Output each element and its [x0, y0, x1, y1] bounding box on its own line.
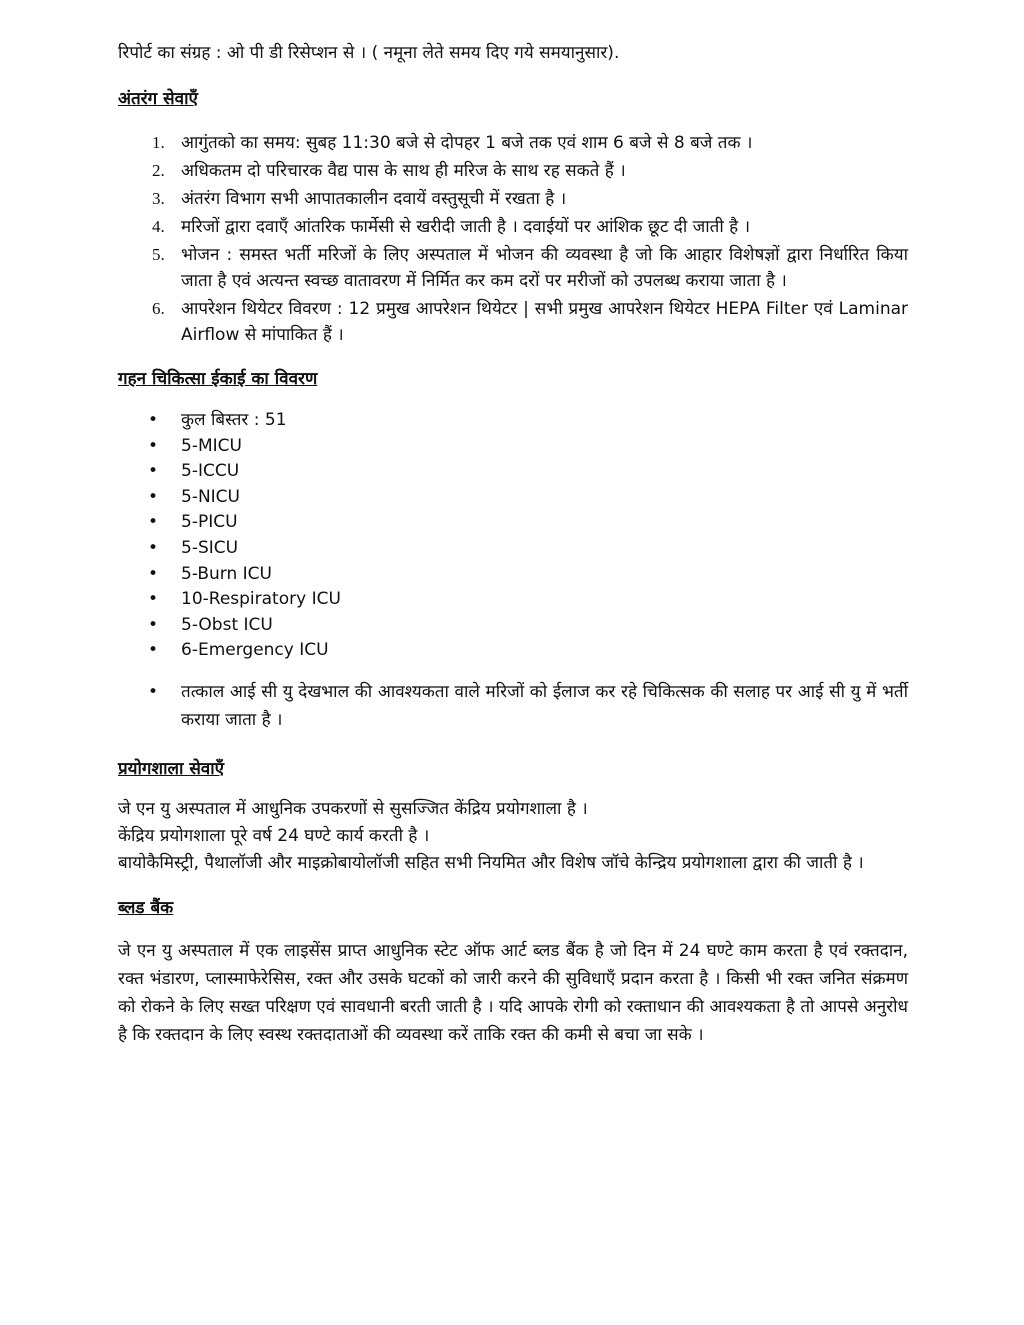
- item-number: 2.: [152, 161, 165, 180]
- list-item: [118, 562, 908, 588]
- bullet-icon: •: [148, 589, 159, 610]
- list-item: [118, 434, 908, 460]
- item-number: 3.: [152, 189, 165, 208]
- item-text: 6-Emergency ICU: [181, 640, 329, 661]
- lab-line: बायोकैमिस्ट्री, पैथालॉजी और माइक्रोबायोलॉजी सहित सभी नियमित और विशेष जॉचे केन्द्रिय प्रयोगशाला द्वारा की जाती है ।: [118, 852, 864, 873]
- list-item: [118, 510, 908, 536]
- list-item: [118, 408, 908, 434]
- list-item: [118, 678, 908, 734]
- bullet-icon: •: [148, 640, 159, 661]
- item-text: आपरेशन थियेटर विवरण : 12 प्रमुख आपरेशन थियेटर | सभी प्रमुख आपरेशन थियेटर HEPA Filter एवं Laminar Airflow से मांपाकित हैं ।: [181, 299, 908, 345]
- indoor-services-list: [118, 130, 908, 348]
- item-text: अधिकतम दो परिचारक वैद्य पास के साथ ही मरिज के साथ रह सकते हैं ।: [181, 161, 626, 181]
- blood-bank-heading: ब्लड बैंक: [118, 897, 174, 918]
- bullet-icon: •: [148, 563, 159, 584]
- list-item: [118, 459, 908, 485]
- icu-bed-list: [118, 408, 908, 664]
- list-item: [118, 242, 908, 294]
- item-text: भोजन : समस्त भर्ती मरिजों के लिए अस्पताल में भोजन की व्यवस्था है जो कि आहार विशेषज्ञों द्वारा निर्धारित किया जाता है एवं अत्यन्त स्वच्छ वातावरण में निर्मित कर कम दरों पर मरीजों को उपलब्ध कराया जाता है ।: [181, 245, 908, 291]
- list-item: [118, 638, 908, 664]
- item-text: मरिजों द्वारा दवाएँ आंतरिक फार्मेसी से खरीदी जाती है । दवाईयों पर आंशिक छूट दी जाती है ।: [181, 217, 751, 237]
- lab-line: केंद्रिय प्रयोगशाला पूरे वर्ष 24 घण्टे कार्य करती है ।: [118, 825, 430, 846]
- lab-services-body: [118, 796, 908, 877]
- item-text: 5-NICU: [181, 486, 240, 507]
- item-number: 6.: [152, 299, 165, 318]
- item-text: 10-Respiratory ICU: [181, 589, 341, 610]
- item-text: कुल बिस्तर : 51: [181, 410, 287, 430]
- item-number: 1.: [152, 133, 165, 152]
- list-item: [118, 296, 908, 348]
- icu-admission-note-list: [118, 678, 908, 734]
- item-text: आगुंतको का समय: सुबह 11:30 बजे से दोपहर 1 बजे तक एवं शाम 6 बजे से 8 बजे तक ।: [181, 133, 753, 153]
- item-text: 5-Obst ICU: [181, 614, 273, 635]
- icu-details-heading: गहन चिकित्सा ईकाई का विवरण: [118, 369, 318, 389]
- item-text: अंतरंग विभाग सभी आपातकालीन दवायें वस्तुसूची में रखता है ।: [181, 189, 567, 209]
- item-text: 5-SICU: [181, 537, 239, 558]
- bullet-icon: •: [148, 512, 159, 533]
- list-item: [118, 613, 908, 639]
- indoor-services-heading: अंतरंग सेवाएँ: [118, 89, 198, 109]
- list-item: [118, 587, 908, 613]
- bullet-icon: •: [148, 410, 159, 430]
- list-item: [118, 130, 908, 156]
- blood-bank-paragraph: जे एन यु अस्पताल में एक लाइसेंस प्राप्त आधुनिक स्टेट ऑफ आर्ट ब्लड बैंक है जो दिन में 24 घण्टे काम करता है एवं रक्तदान, रक्त भंडारण, प्लास्माफेरेसिस, रक्त और उसके घटकों को जारी करने की सुविधाएँ प्रदान करता है । किसी भी रक्त जनित संक्रमण को रोकने के लिए सख्त परिक्षण एवं सावधानी बरती जाती है । यदि आपके रोगी को रक्ताधान की आवश्यकता है तो आपसे अनुरोध है कि रक्तदान के लिए स्वस्थ रक्तदाताओं की व्यवस्था करें ताकि रक्त की कमी से बचा जा सके ।: [118, 940, 908, 1045]
- list-item: [118, 186, 908, 212]
- bullet-icon: •: [148, 614, 159, 635]
- list-item: [118, 536, 908, 562]
- item-text: 5-Burn ICU: [181, 563, 272, 584]
- report-collection-note: रिपोर्ट का संग्रह : ओ पी डी रिसेप्शन से । ( नमूना लेते समय दिए गये समयानुसार).: [118, 43, 620, 63]
- document-page: [118, 40, 908, 1049]
- item-text: 5-PICU: [181, 512, 238, 533]
- list-item: [118, 214, 908, 240]
- icu-admission-note: तत्काल आई सी यु देखभाल की आवश्यकता वाले मरिजों को ईलाज कर रहे चिकित्सक की सलाह पर आई सी यु में भर्ती कराया जाता है ।: [181, 681, 908, 730]
- bullet-icon: •: [148, 681, 159, 702]
- item-text: 5-ICCU: [181, 461, 240, 482]
- list-item: [118, 485, 908, 511]
- bullet-icon: •: [148, 435, 159, 456]
- lab-line: जे एन यु अस्पताल में आधुनिक उपकरणों से सुसज्जित केंद्रिय प्रयोगशाला है ।: [118, 798, 588, 819]
- item-text: 5-MICU: [181, 435, 242, 456]
- lab-services-heading: प्रयोगशाला सेवाएँ: [118, 758, 225, 779]
- blood-bank-body: [118, 937, 908, 1049]
- item-number: 5.: [152, 245, 165, 264]
- bullet-icon: •: [148, 537, 159, 558]
- list-item: [118, 158, 908, 184]
- bullet-icon: •: [148, 486, 159, 507]
- item-number: 4.: [152, 217, 165, 236]
- bullet-icon: •: [148, 461, 159, 482]
